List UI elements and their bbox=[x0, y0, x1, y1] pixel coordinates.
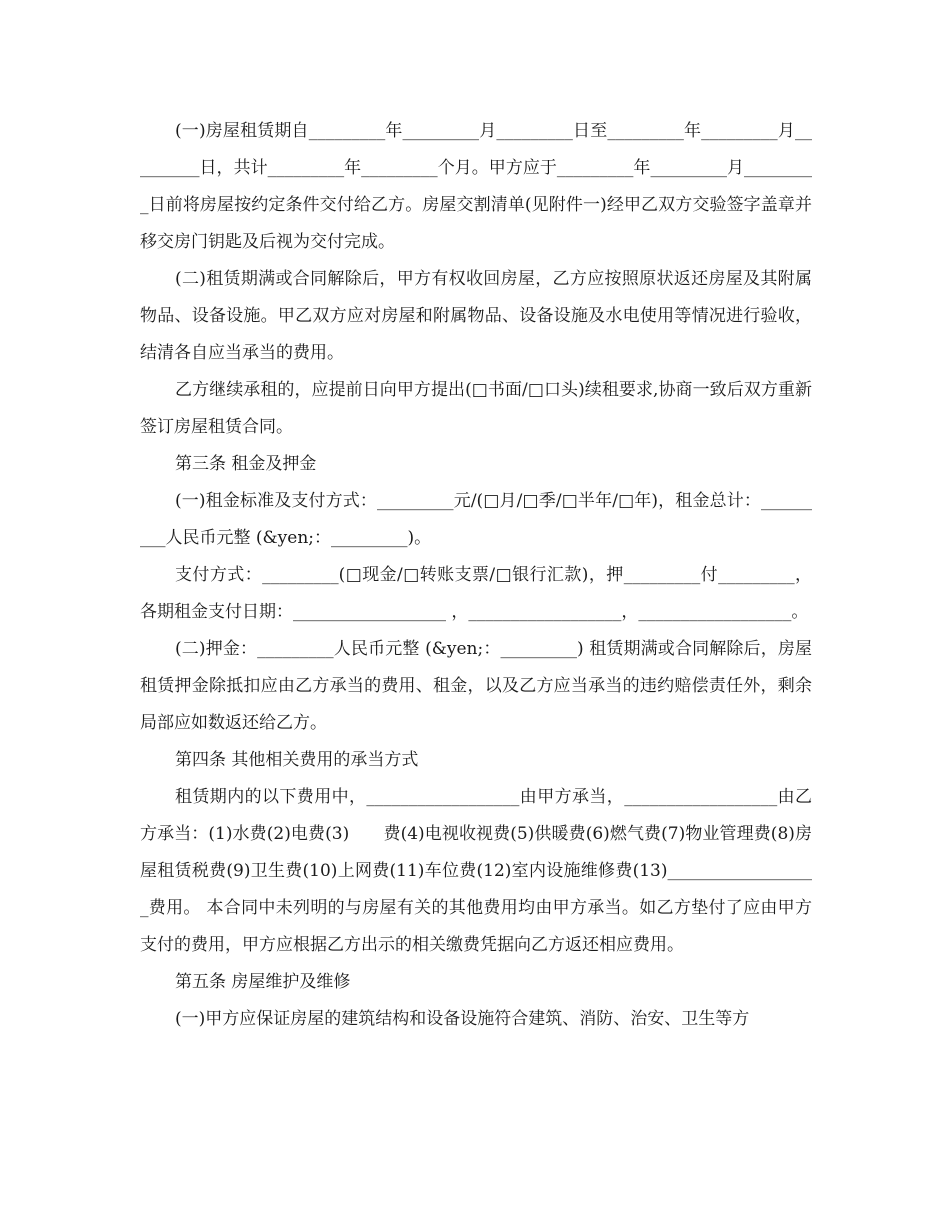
heading-article-4: 第四条 其他相关费用的承当方式 bbox=[175, 750, 419, 770]
paragraph-lease-renewal: 乙方继续承租的，应提前日向甲方提出(□书面/□口头)续租要求,协商一致后双方重新签订房屋租赁合同。 bbox=[140, 380, 812, 437]
heading-article-5: 第五条 房屋维护及维修 bbox=[175, 972, 351, 992]
paragraph-rent-standard: (一)租金标准及支付方式：_________元/(□月/□季/□半年/□年)，租金总计：_________人民币元整 (&yen;：_________)。 bbox=[140, 491, 812, 548]
document-body bbox=[140, 113, 812, 1038]
paragraph-fee-allocation: 租赁期内的以下费用中，__________________由甲方承当，__________________由乙方承当：(1)水费(2)电费(3) 费(4)电视收视费(5)供暖费(6)燃气费(7)物业管理费(8)房屋租赁税费(9)卫生费(10)上网费(11)车位费(12)室内设施维修费(13)__________________费用。 本合同中未列明的与房屋有关的其他费用均由甲方承当。如乙方垫付了应由甲方支付的费用，甲方应根据乙方出示的相关缴费凭据向乙方返还相应费用。 bbox=[140, 787, 812, 955]
paragraph-lease-end-return: (二)租赁期满或合同解除后，甲方有权收回房屋，乙方应按照原状返还房屋及其附属物品、设备设施。甲乙双方应对房屋和附属物品、设备设施及水电使用等情况进行验收，结清各自应当承当的费用。 bbox=[140, 269, 812, 363]
paragraph-maintenance: (一)甲方应保证房屋的建筑结构和设备设施符合建筑、消防、治安、卫生等方 bbox=[175, 1009, 750, 1029]
paragraph-deposit: (二)押金：_________人民币元整 (&yen;：_________) 租赁期满或合同解除后，房屋租赁押金除抵扣应由乙方承当的费用、租金，以及乙方应当承当的违约赔偿责任外，剩余局部应如数返还给乙方。 bbox=[140, 639, 812, 733]
paragraph-lease-term: (一)房屋租赁期自_________年_________月_________日至_________年_________月_________日，共计_________年_________个月。甲方应于_________年_________月_________日前将房屋按约定条件交付给乙方。房屋交割清单(见附件一)经甲乙双方交验签字盖章并移交房门钥匙及后视为交付完成。 bbox=[140, 121, 812, 252]
paragraph-payment-method: 支付方式：_________(□现金/□转账支票/□银行汇款)，押_________付_________，各期租金支付日期：__________________ ，__________________，__________________。 bbox=[140, 565, 812, 622]
heading-article-3: 第三条 租金及押金 bbox=[175, 454, 317, 474]
